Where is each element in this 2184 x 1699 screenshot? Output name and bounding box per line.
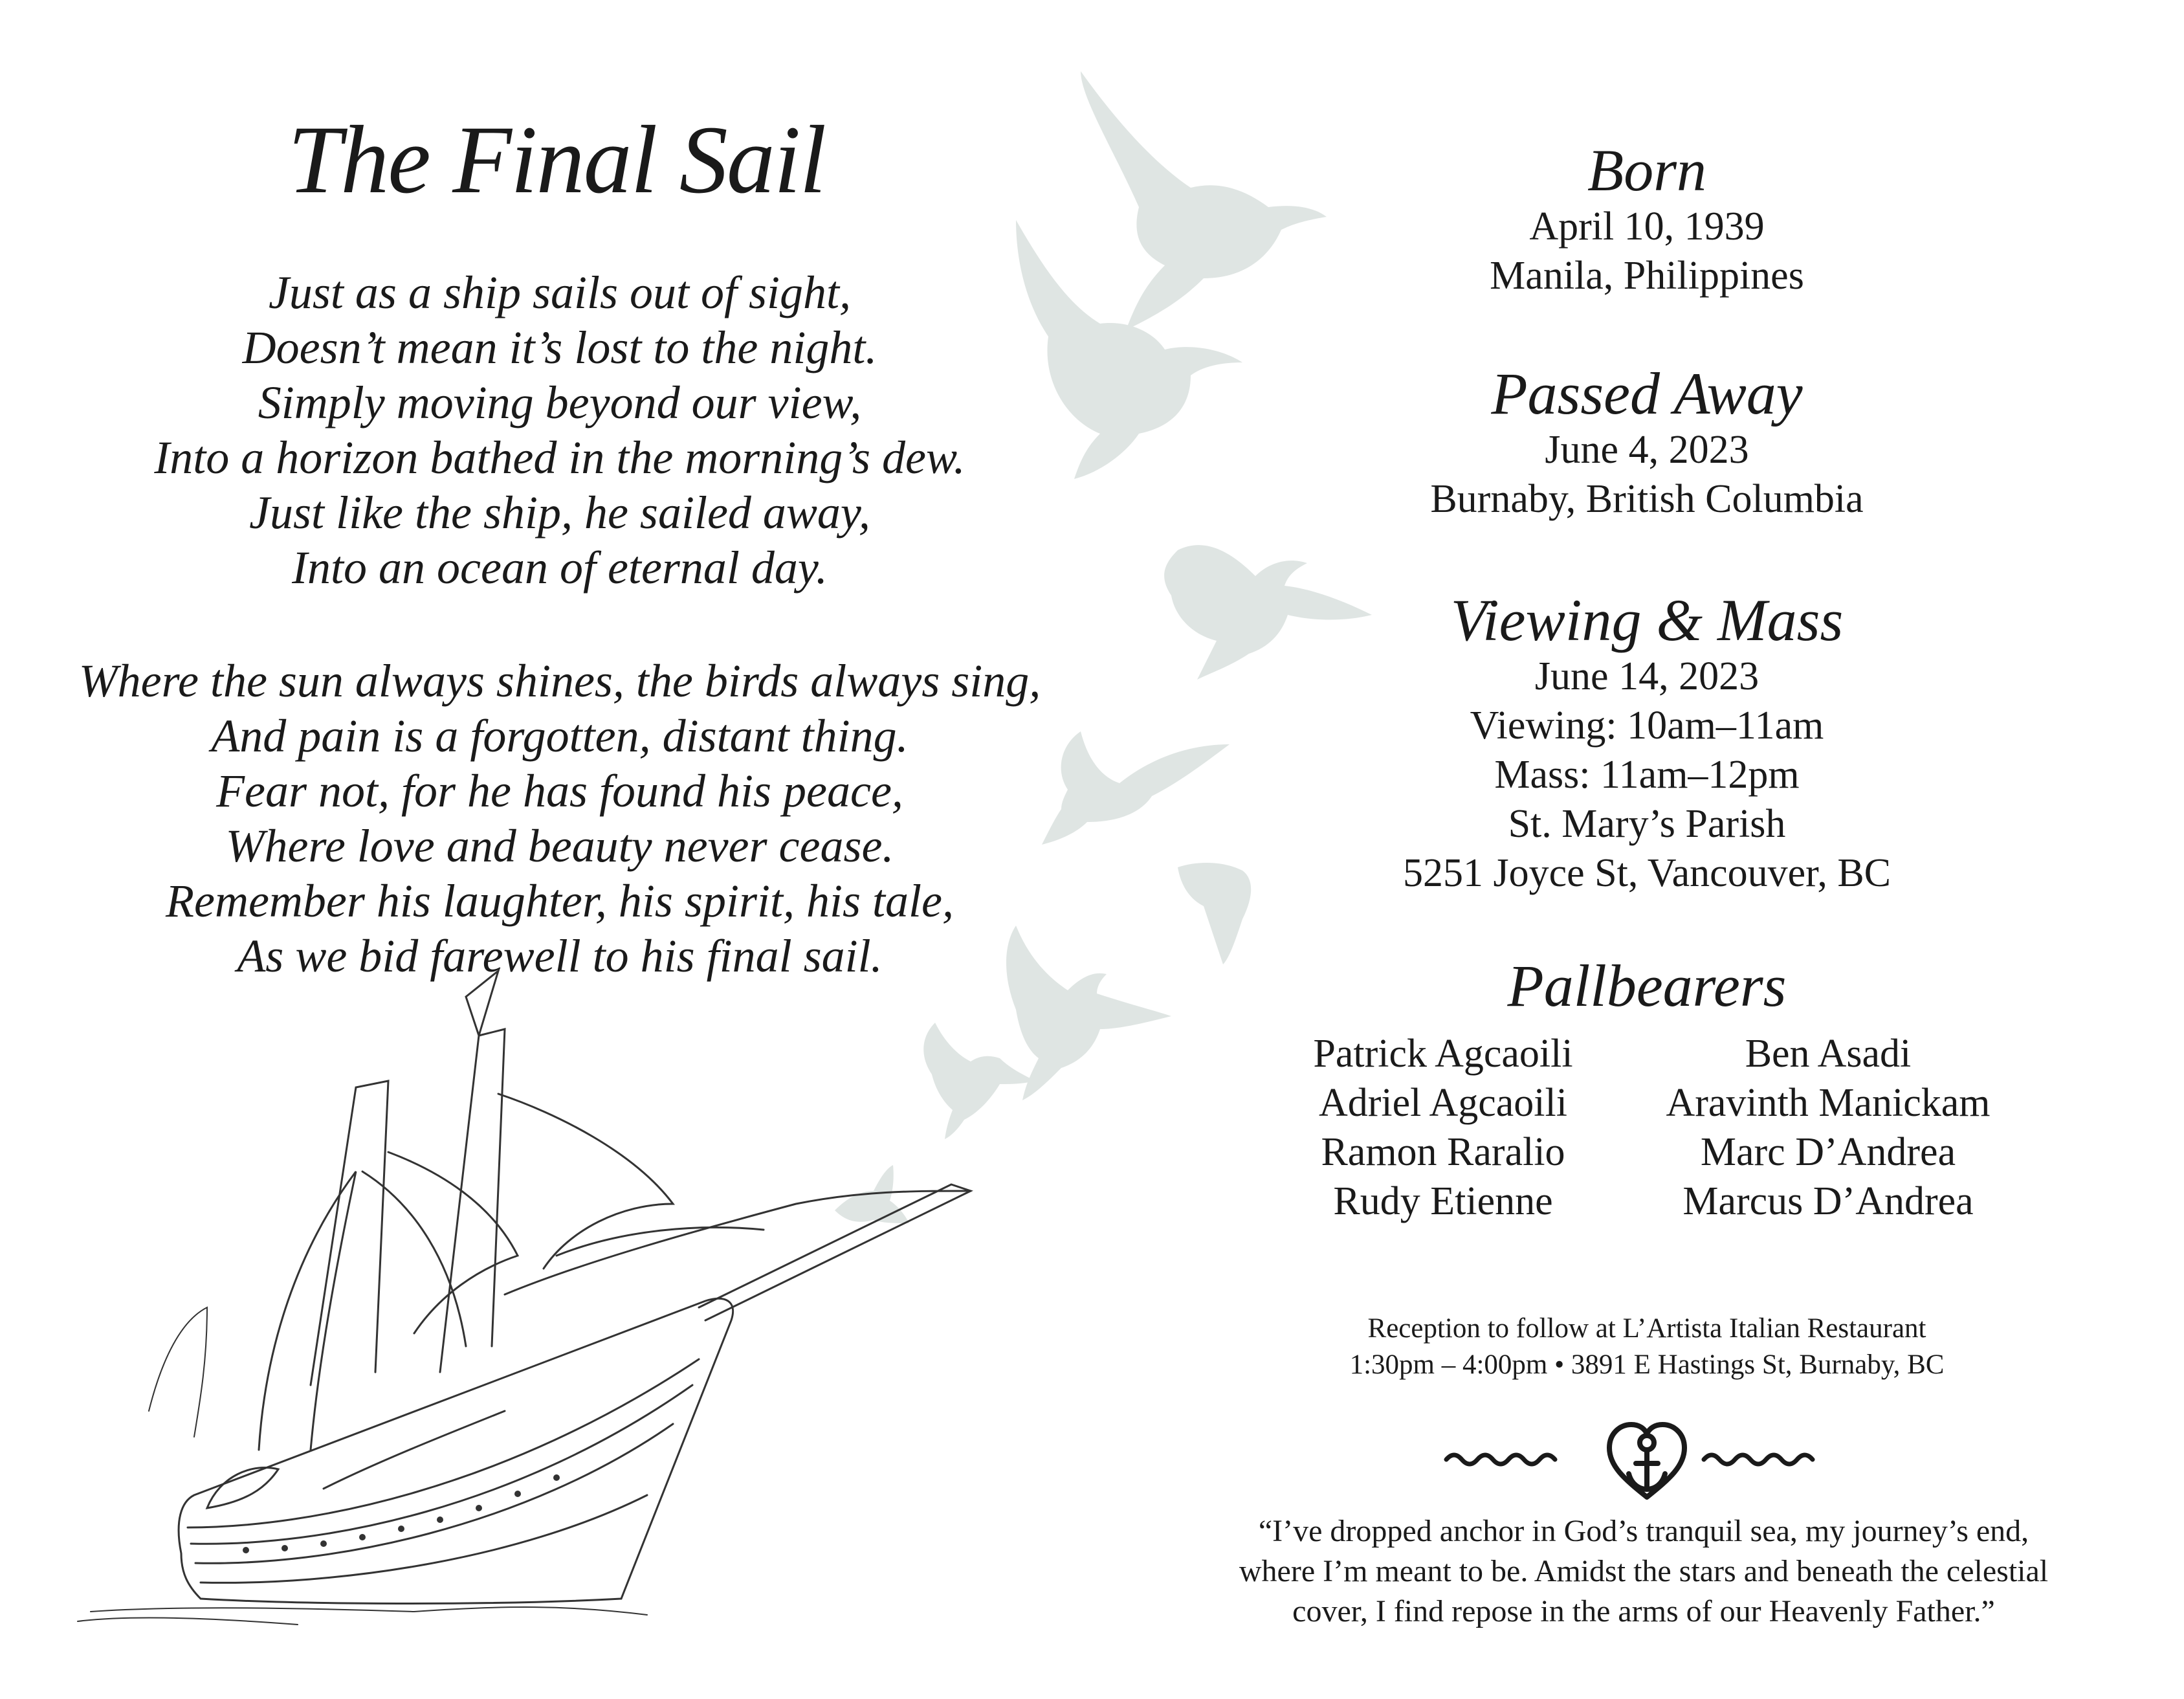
poem-stanza-1 [0, 265, 1120, 595]
born-date: April 10, 1939 [1529, 204, 1765, 249]
poem-line: Just as a ship sails out of sight, [268, 267, 852, 318]
poem-line: Just like the ship, he sailed away, [249, 487, 870, 539]
poem-title: The Final Sail [287, 106, 826, 214]
poem-line: And pain is a forgotten, distant thing. [211, 710, 909, 762]
poem-line: Into an ocean of eternal day. [292, 542, 828, 594]
viewing-date: June 14, 2023 [1534, 654, 1759, 698]
pallbearer-name: Ben Asadi [1745, 1032, 1912, 1076]
pallbearer-name: Marc D’Andrea [1700, 1130, 1956, 1174]
pallbearers-left-list [1265, 1029, 1621, 1226]
pallbearer-name: Patrick Agcaoili [1313, 1032, 1573, 1076]
poem-line: Remember his laughter, his spirit, his tale, [166, 875, 954, 927]
wave-divider [1440, 1414, 1854, 1505]
parish-name: St. Mary’s Parish [1508, 801, 1786, 846]
passed-away-heading: Passed Away [1491, 361, 1803, 427]
poem-line: Where love and beauty never cease. [225, 820, 894, 872]
quote-line: cover, I find repose in the arms of our Heavenly Father.” [1292, 1594, 1995, 1628]
parish-address: 5251 Joyce St, Vancouver, BC [1402, 850, 1892, 895]
passed-away-date: June 4, 2023 [1545, 427, 1749, 472]
poem-line: Fear not, for he has found his peace, [216, 765, 903, 817]
poem-line: Simply moving beyond our view, [258, 377, 862, 428]
reception-info [1265, 1311, 2029, 1383]
born-heading: Born [1587, 137, 1706, 203]
poem-line: Into a horizon bathed in the morning’s dew. [154, 432, 965, 483]
reception-venue: Reception to follow at L’Artista Italian Restaurant [1367, 1313, 1926, 1344]
pallbearer-name: Aravinth Manickam [1666, 1081, 1991, 1125]
pallbearer-name: Adriel Agcaoili [1319, 1081, 1567, 1125]
poem-line: Doesn’t mean it’s lost to the night. [242, 322, 877, 373]
dove-icon [1178, 863, 1251, 964]
viewing-time: Viewing: 10am–11am [1470, 703, 1824, 748]
poem-line: As we bid farewell to his final sail. [237, 930, 883, 982]
pallbearers-right-list [1644, 1029, 2013, 1226]
viewing-mass-section [1265, 589, 2029, 898]
pallbearer-name: Marcus D’Andrea [1682, 1179, 1974, 1223]
born-section [1265, 139, 2029, 300]
sailing-ship-illustration [52, 958, 1022, 1670]
pallbearers-heading: Pallbearers [1507, 953, 1787, 1019]
closing-quote [1165, 1511, 2123, 1632]
quote-line: “I’ve dropped anchor in God’s tranquil sea, my journey’s end, [1258, 1514, 2029, 1548]
poem-line: Where the sun always shines, the birds always sing, [78, 655, 1041, 707]
pallbearer-name: Rudy Etienne [1333, 1179, 1553, 1223]
quote-line: where I’m meant to be. Amidst the stars and beneath the celestial [1239, 1554, 2049, 1588]
reception-details: 1:30pm – 4:00pm • 3891 E Hastings St, Burnaby, BC [1349, 1349, 1945, 1380]
pallbearer-name: Ramon Raralio [1321, 1130, 1565, 1174]
poem-stanza-2 [0, 654, 1120, 984]
passed-away-section [1265, 362, 2029, 524]
mass-time: Mass: 11am–12pm [1494, 752, 1800, 797]
heart-anchor-icon [1609, 1425, 1684, 1497]
passed-away-place: Burnaby, British Columbia [1430, 476, 1864, 521]
born-place: Manila, Philippines [1490, 253, 1804, 298]
viewing-mass-heading: Viewing & Mass [1450, 587, 1844, 653]
